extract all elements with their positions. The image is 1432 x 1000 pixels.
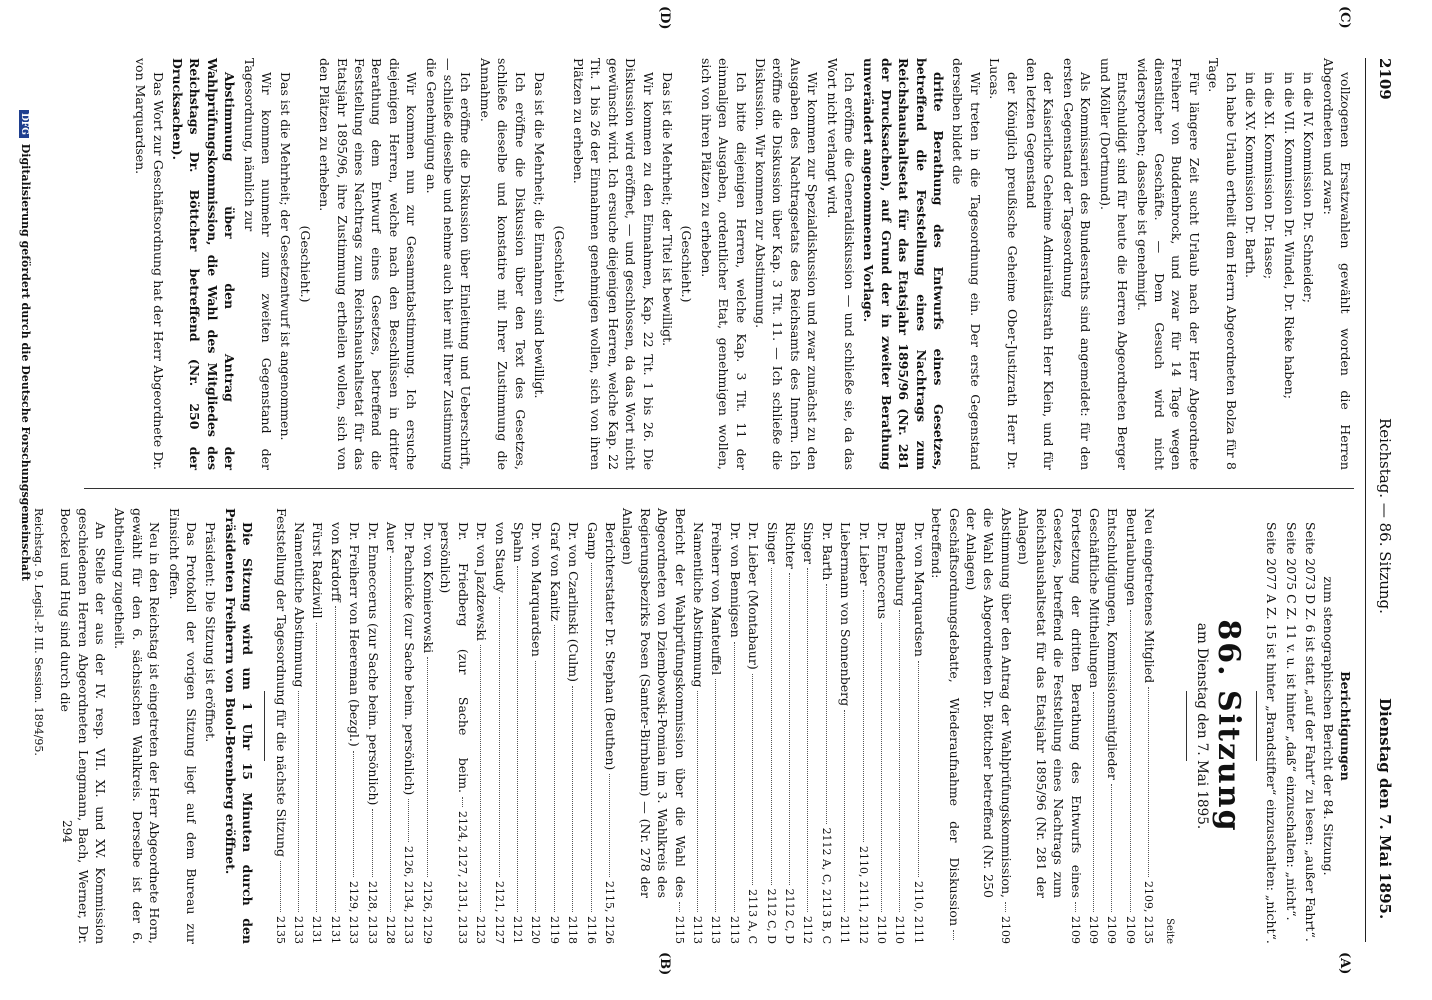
protocol-paragraph: (Geschieht.)	[551, 225, 567, 303]
toc-leader	[316, 623, 317, 912]
session-date: am Dienstag den 7. Mai 1895.	[1193, 622, 1210, 830]
toc-entry-page: 2113	[709, 916, 723, 944]
toc-entry-text: Geschäftsordnungsdebatte, Wiederaufnahme der Diskussion betreffend:	[929, 508, 962, 926]
toc-entry-text: Dr. Enneccerus	[875, 522, 891, 620]
toc-entry-page: 2109	[1086, 916, 1100, 944]
toc-entry-page: 2120	[529, 916, 543, 944]
toc-leader	[1075, 902, 1076, 912]
toc-entry-text: Namentliche Abstimmung	[292, 522, 308, 688]
toc-entry-page: 2119	[547, 916, 561, 944]
toc-entry-page: 2113	[691, 916, 704, 944]
president-paragraph: Präsident: Die Sitzung ist eröffnet.	[203, 522, 219, 743]
toc-entry-page: 2112 C, D	[764, 888, 778, 944]
toc-leader	[752, 674, 753, 885]
margin-marker-d: (D)	[657, 6, 672, 30]
corrections-intro: zum stenographischen Bericht der 84. Sitzung.	[1320, 576, 1336, 876]
toc-entry-page: 2113	[727, 916, 741, 944]
protocol-paragraph: Wir kommen zur Spezialdiskussion und zwar zunächst zu den Ausgaben des Nachtragsetats des Reichsamts des Innern. Ich eröffne die Diskussion über Kap. 3 Tit. 11. — Ich schließe die Diskussion. Wir kommen zur Abstimmung.	[753, 58, 821, 470]
toc-entry-text: Dr. von Bennigsen	[727, 522, 743, 638]
toc-leader	[409, 799, 410, 842]
toc-entry	[527, 508, 545, 944]
protocol-paragraph: Für längere Zeit sucht Urlaub nach der Herr Abgeordnete Freiherr von Buddenbrock, und zwar für 14 Tage wegen dienstlicher Geschäfte. — Dem Gesuch wird nicht widersprochen; dasselbe ist genehmigt.	[1134, 58, 1202, 470]
toc-leader	[715, 679, 716, 912]
protocol-paragraph: Ich bitte diejenigen Herren, welche Kap. 3 Tit. 11 der einmaligen Ausgaben, ordentlicher Etat, genehmigen wollen, sich von ihren Plätzen zu erheben.	[698, 58, 749, 470]
protocol-paragraph: Wir kommen nun zur Gesammtabstimmung. Ich ersuche diejenigen Herren, welche nach den Beschlüssen in dritter Berathung dem Entwurf eines Gesetzes, betreffend die Feststellung eines Nachtrags zum Reichshaushaltsetat für das Etatsjahr 1895/96, ihre Zustimmung ertheilen wollen, sich von den Plätzen zu erheben.	[317, 58, 420, 470]
toc-entry-text: von Kardorff	[328, 522, 344, 602]
toc-entry	[891, 508, 909, 944]
margin-marker-a: (A)	[1337, 952, 1352, 975]
toc-entry	[601, 508, 619, 944]
toc-entry	[873, 508, 891, 944]
toc-leader	[1148, 687, 1149, 877]
protocol-paragraph: Wir treten in die Tagesordnung ein. Der erste Gegenstand derselben bildet die	[950, 58, 983, 470]
column-divider	[84, 488, 1354, 489]
toc-entry-page: 2131	[310, 916, 324, 944]
toc-leader	[353, 751, 354, 877]
toc-entry-text: Dr. Friedberg (zur Sache beim. persönlich)	[438, 522, 471, 794]
protocol-paragraph: Das Protokoll der vorigen Sitzung liegt auf dem Bureau zur Einsicht offen.	[166, 508, 200, 944]
margin-marker-b: (B)	[657, 952, 672, 976]
toc-entry-page: 2115	[672, 916, 686, 944]
protocol-paragraph: Abstimmung über den Antrag der Wahlprüfungskommission, die Wahl des Mitgliedes des Reichstags Dr. Böttcher betreffend (Nr. 250 der Drucksachen).	[170, 58, 238, 470]
toc-entry	[762, 508, 780, 944]
toc-leader	[807, 568, 808, 912]
toc-entry-text: Berichterstatter Dr. Stephan (Beuthen)	[602, 522, 618, 771]
protocol-paragraph: in die IV. Kommission Dr. Schneider;	[1301, 72, 1317, 303]
toc-entry-text: Graf von Kanitz	[547, 522, 563, 622]
toc-entry-page: 2126, 2134, 2133	[402, 846, 416, 944]
toc-entry-text: Dr. Freiherr von Heereman (bezgl.)	[347, 522, 363, 747]
toc-entry-page: 2109	[998, 916, 1012, 944]
protocol-paragraph: in die VII. Kommission Dr. Windel, Dr. Rieke haben;	[1281, 72, 1297, 399]
toc-leader	[771, 568, 772, 885]
protocol-paragraph: Entschuldigt sind für heute die Herren Abgeordneten Berger und Möller (Dortmund).	[1097, 58, 1131, 470]
toc-entry-text: Namentliche Abstimmung	[691, 522, 706, 688]
protocol-paragraph: (Geschieht.)	[679, 225, 695, 303]
toc-entry	[1140, 508, 1158, 944]
toc-entry-page: 2131	[328, 916, 342, 944]
separator	[264, 691, 265, 761]
toc-leader	[789, 573, 790, 885]
toc-leader	[844, 710, 845, 912]
toc-leader	[1005, 902, 1006, 912]
toc-entry	[363, 508, 381, 944]
protocol-paragraph: Ich eröffne die Generaldiskussion — und schließe sie, da das Wort nicht verlangt wird.	[824, 58, 858, 470]
correction-item: Seite 2075 C Z. 11 v. u. ist hinter „daß“ einzuschalten: „nicht“.	[1283, 522, 1299, 921]
toc-entry-page: 2121	[510, 916, 524, 944]
toc-entry-text: Spahn	[510, 522, 526, 563]
protocol-paragraph: dritte Berathung des Entwurfs eines Gesetzes, betreffend die Feststellung eines Nachtrags zum Reichshaushaltsetat für das Etatsjahr 1895/96 (Nr. 281 der Drucksachen), auf Grund der in zweiter Berathung unverändert angenommenen Vorlage.	[861, 58, 947, 470]
toc-header: Seite	[1163, 918, 1175, 944]
toc-entry-page: 2113 A, C	[746, 889, 760, 944]
right-column	[130, 58, 1354, 470]
protocol-paragraph: der Kaiserliche Geheime Admiralitätsrath Herr Klein, und für den letzten Gegenstand	[1024, 58, 1057, 470]
toc-entry-text: Dr. von Komierowski	[420, 522, 436, 654]
toc-entry-text: Fürst Radziwill	[310, 522, 326, 619]
signature-number: 294	[60, 820, 74, 843]
toc-entry-page: 2135	[273, 916, 287, 944]
toc-leader	[554, 625, 555, 912]
toc-entry-text: Geschäftliche Mittheilungen	[1086, 508, 1102, 689]
toc-leader	[298, 691, 299, 912]
table-of-contents	[271, 508, 1158, 944]
toc-leader	[390, 556, 391, 912]
toc-entry-text: Liebermann von Sonnenberg	[838, 522, 854, 707]
toc-entry	[271, 508, 289, 944]
toc-entry-text: Neu eingetretenes Mitglied	[1142, 508, 1158, 684]
volume-footer: Reichstag. 9. Legisl.-P. III. Session. 1894/95.	[31, 508, 45, 756]
toc-entry	[545, 508, 563, 944]
toc-entry-page: 2128, 2133	[365, 881, 379, 944]
toc-leader	[734, 642, 735, 912]
dfg-credit	[19, 110, 32, 581]
toc-entry	[963, 508, 1015, 944]
toc-entry-page: 2110	[893, 916, 907, 944]
toc-entry-page: 2112	[801, 916, 815, 944]
toc-entry-page: 2128	[384, 916, 398, 944]
dfg-credit-text: Digitalisierung gefördert durch die Deutsche Forschungsgemeinschaft	[19, 143, 32, 582]
toc-entry-page: 2126, 2129	[420, 881, 434, 944]
toc-entry-page: 2129, 2133	[347, 881, 361, 944]
page-number: 2109	[1376, 58, 1394, 100]
protocol-paragraph: Das ist die Mehrheit; der Gesetzentwurf ist angenommen.	[278, 72, 294, 441]
toc-entry	[326, 508, 344, 944]
correction-item: Seite 2077 A Z. 15 ist hinter „Brandstifter“ einzuschalten: „nicht“.	[1264, 522, 1280, 944]
toc-entry	[836, 508, 854, 944]
toc-leader	[881, 623, 882, 912]
toc-entry-page: 2109	[1105, 916, 1119, 944]
toc-entry-text: Dr. von Marquardsen	[529, 522, 545, 657]
protocol-paragraph: Das ist die Mehrheit; der Titel ist bewilligt.	[659, 72, 675, 347]
toc-entry-text: Dr. von Marquardsen	[911, 522, 927, 657]
toc-leader	[372, 809, 373, 877]
toc-entry	[854, 508, 872, 944]
toc-entry-page: 2116	[584, 916, 598, 944]
toc-entry	[1103, 508, 1121, 944]
margin-marker-c: (C)	[1337, 6, 1352, 29]
header-title: Reichstag. — 86. Sitzung.	[1376, 418, 1394, 614]
toc-entry-text: Dr. Lieber (Montabaur)	[746, 522, 762, 670]
opening-paragraph: Die Sitzung wird um 1 Uhr 15 Minuten durch den Präsidenten Freiherrn von Buol-Berenberg eröffnet.	[222, 508, 256, 944]
toc-entry-text: Singer	[764, 522, 780, 564]
protocol-paragraph: Das ist die Mehrheit; die Einnahmen sind bewilligt.	[532, 72, 548, 399]
protocol-paragraph: Ich habe Urlaub ertheilt dem Herrn Abgeordneten Bolza für 8 Tage.	[1206, 58, 1239, 470]
toc-entry-text: Gamp	[584, 522, 600, 560]
toc-entry-text: Bericht der Wahlprüfungskommission über die Wahl des Abgeordneten von Dziembowski-Pomian im 3. Wahlkreis des Regierungsbezirks Posen (Samter-Birnbaum) — (Nr. 278 der Anlagen)	[620, 508, 688, 898]
correction-item: Seite 2073 D Z. 6 ist statt „auf der Fahrt“ zu lesen: „außer Fahrt“.	[1303, 522, 1319, 942]
toc-entry	[799, 508, 817, 944]
toc-leader	[335, 606, 336, 912]
toc-entry-text: Dr. Enneccerus (zur Sache beim. persönlich)	[365, 522, 381, 806]
toc-leader	[427, 657, 428, 877]
toc-entry-page: 2124, 2127, 2131, 2133	[455, 811, 469, 944]
toc-entry-page: 2110, 2111	[911, 881, 925, 944]
protocol-paragraph: der Königlich preußische Geheime Ober-Justizrath Herr Dr. Lucas.	[987, 58, 1020, 470]
toc-leader	[863, 590, 864, 842]
toc-leader	[517, 566, 518, 912]
toc-entry-text: Dr. von Czarlinski (Culm)	[566, 522, 582, 682]
toc-leader	[480, 645, 481, 912]
protocol-paragraph: (Geschieht.)	[297, 225, 313, 303]
toc-entry	[817, 508, 835, 944]
corrections-title: Berichtigungen	[1338, 671, 1353, 781]
toc-leader	[899, 610, 900, 912]
separator	[1186, 691, 1187, 761]
toc-entry-text: Dr. Barth	[819, 522, 835, 581]
toc-entry-page: 2110, 2111, 2112	[856, 846, 870, 944]
toc-entry-text: Fortsetzung der dritten Berathung des Entwurfs eines Gesetzes, betreffend die Feststellung eines Nachtrags zum Reichshaushaltsetat für das Etatsjahr 1895/96 (Nr. 281 der Anlagen)	[1016, 508, 1084, 898]
toc-entry-text: Abstimmung über den Antrag der Wahlprüfungskommission, die Wahl des Abgeordneten Dr. Böttcher betreffend (Nr. 250 der Anlagen)	[964, 508, 1014, 898]
commission-paragraph: An Stelle der aus der IV. resp. VII. XI. und XV. Kommission geschiedenen Herren Abgeordneten Lengmann, Bach, Werner, Dr. Boeckel und Hug sind durch die	[58, 508, 108, 944]
protocol-paragraph: Ich eröffne die Diskussion über Einleitung und Ueberschrift, — schließe dieselbe und nehme auch hier mit Ihrer Zustimmung die Genehmigung an.	[423, 58, 474, 470]
toc-entry-text: Singer	[801, 522, 817, 564]
toc-leader	[1093, 692, 1094, 912]
toc-leader	[591, 563, 592, 912]
toc-leader	[1111, 784, 1112, 912]
toc-entry-page: 2121, 2127	[492, 881, 506, 944]
toc-leader	[679, 902, 680, 912]
toc-entry	[707, 508, 725, 944]
toc-leader	[572, 686, 573, 912]
toc-entry-page: 2115, 2126	[602, 881, 616, 944]
toc-entry-text: Dr. Pachnicke (zur Sache beim. persönlich)	[402, 522, 418, 796]
toc-entry	[725, 508, 743, 944]
toc-leader	[462, 797, 463, 807]
toc-entry	[582, 508, 600, 944]
new-member-paragraph: Neu in den Reichstag ist eingetreten der Herr Abgeordnete Horn, gewählt für den 6. sächsischen Wahlkreis. Derselbe ist der 6. Abtheilung zugetheilt.	[112, 508, 163, 944]
toc-leader	[280, 861, 281, 912]
toc-entry	[290, 508, 308, 944]
toc-entry	[437, 508, 472, 944]
toc-entry	[308, 508, 326, 944]
protocol-paragraph: Als Kommissarien des Bundesraths sind angemeldet: für den ersten Gegenstand der Tagesordnung	[1060, 58, 1094, 470]
toc-leader	[499, 597, 500, 877]
toc-entry	[928, 508, 963, 944]
toc-entry-text: Entschuldigungen, Kommissionsmitglieder	[1105, 508, 1121, 780]
toc-leader	[1130, 610, 1131, 912]
toc-entry-text: Beurlaubungen	[1123, 508, 1139, 606]
protocol-paragraph: Wir kommen zu den Einnahmen, Kap. 22 Tit. 1 bis 26. Die Diskussion wird eröffnet, — und geschlossen, da das Wort nicht gewünscht wird. Ich ersuche diejenigen Herren, welche Kap. 22 Tit. 1 bis 26 der Einnahmen genehmigen wollen, sich von ihren Plätzen zu erheben.	[570, 58, 656, 470]
toc-entry-text: Dr. Lieber	[856, 522, 872, 586]
toc-leader	[535, 661, 536, 912]
toc-entry-text: Richter	[783, 522, 799, 569]
toc-entry-page: 2118	[566, 916, 580, 944]
toc-entry	[689, 508, 707, 944]
toc-entry-text: Feststellung der Tagesordnung für die nächste Sitzung	[273, 508, 289, 857]
protocol-paragraph: Das Wort zur Geschäftsordnung hat der Herr Abgeordnete Dr. von Marquardsen.	[133, 58, 166, 470]
toc-entry	[1121, 508, 1139, 944]
toc-entry	[909, 508, 927, 944]
toc-entry	[490, 508, 508, 944]
toc-leader	[953, 930, 954, 940]
toc-entry	[781, 508, 799, 944]
toc-entry-page: 2112 C, D	[783, 888, 797, 944]
protocol-paragraph: in die XV. Kommission Dr. Barth.	[1242, 72, 1258, 278]
page-header	[1365, 58, 1400, 942]
toc-entry	[619, 508, 689, 944]
toc-entry-page: 2109	[1068, 916, 1082, 944]
protocol-paragraph: Wir kommen nunmehr zum zweiten Gegenstand der Tagesordnung, nämlich zur	[241, 58, 275, 470]
toc-entry-page: 2123	[474, 916, 488, 944]
toc-entry	[744, 508, 762, 944]
toc-entry	[472, 508, 490, 944]
toc-entry-text: Dr. von Jazdzewski	[474, 522, 490, 641]
toc-entry-text: Auer	[384, 522, 400, 553]
toc-leader	[609, 774, 610, 877]
toc-entry	[564, 508, 582, 944]
toc-leader	[697, 691, 698, 912]
toc-entry-page: 2109, 2135	[1142, 881, 1156, 944]
toc-entry	[1085, 508, 1103, 944]
dfg-logo: DFG	[19, 110, 29, 138]
separator	[1256, 691, 1257, 761]
toc-entry-text: Brandenburg	[893, 522, 909, 607]
toc-entry	[382, 508, 400, 944]
protocol-paragraph: Ich eröffne die Diskussion über den Text des Gesetzes, schließe dieselbe und konstatire mit Ihrer Zustimmung die Annahme.	[477, 58, 528, 470]
toc-entry-page: 2110	[875, 916, 889, 944]
toc-leader	[918, 661, 919, 877]
toc-entry-page: 2133	[292, 916, 306, 944]
toc-entry-text: Freiherr von Manteuffel	[709, 522, 725, 676]
protocol-paragraph: vollzogenen Ersatzwahlen gewählt worden die Herren Abgeordneten und zwar:	[1320, 58, 1353, 470]
toc-entry-page: 2111	[838, 916, 852, 944]
right-column-paragraphs	[132, 58, 1354, 470]
toc-leader	[826, 584, 827, 823]
toc-entry	[400, 508, 418, 944]
left-column	[27, 508, 1354, 944]
toc-entry	[509, 508, 527, 944]
session-title: 86. Sitzung	[1210, 619, 1246, 833]
toc-entry-page: 2109	[1123, 916, 1137, 944]
toc-entry	[1015, 508, 1085, 944]
toc-entry-page: 2112 A, C, 2113 B, C	[819, 827, 833, 944]
toc-entry	[419, 508, 437, 944]
header-date: Dienstag den 7. Mai 1895.	[1376, 698, 1394, 920]
protocol-paragraph: in die XI. Kommission Dr. Hasse;	[1262, 72, 1278, 280]
toc-entry-text: von Staudy	[492, 522, 508, 593]
toc-entry	[345, 508, 363, 944]
